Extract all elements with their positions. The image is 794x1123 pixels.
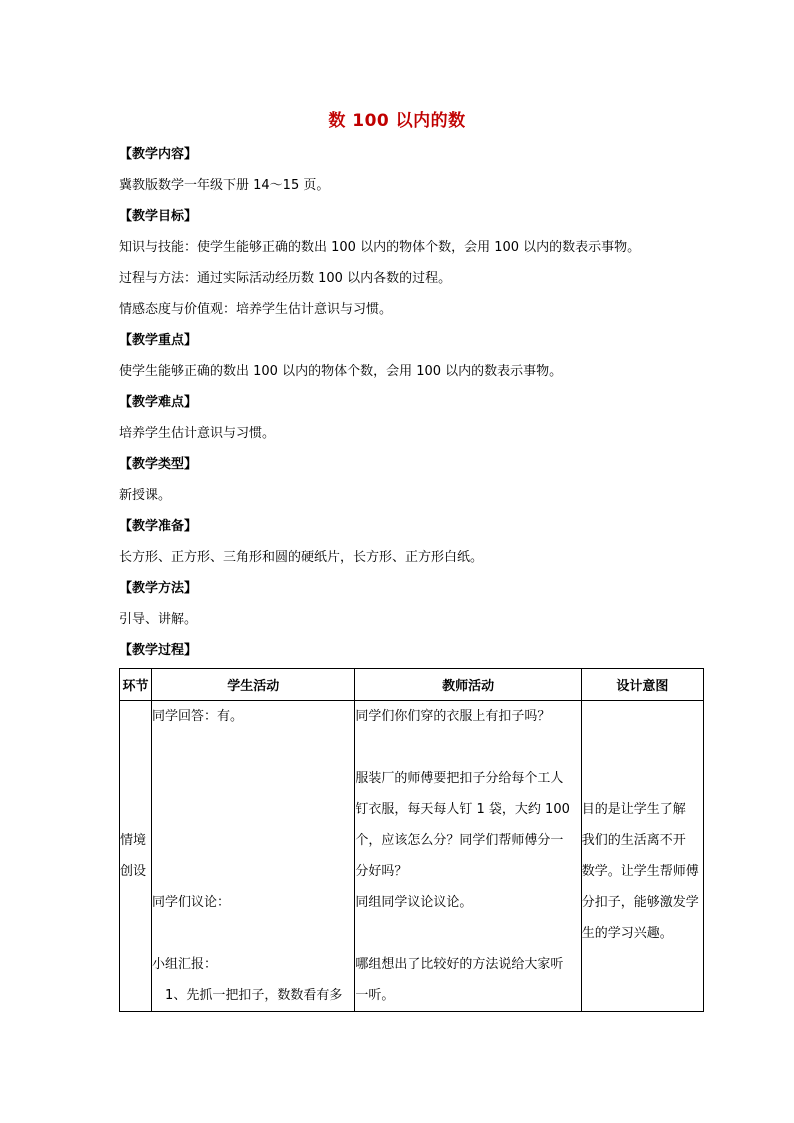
- heading-key-points: 【教学重点】: [119, 333, 198, 348]
- stage-cell: [120, 701, 152, 1012]
- teacher-line: [355, 732, 580, 763]
- design-intent-cell: [581, 701, 703, 1012]
- intent-line: [582, 732, 703, 763]
- intent-line: 目的是让学生了解: [581, 802, 686, 817]
- teacher-line: [355, 918, 580, 949]
- student-line: [152, 856, 354, 887]
- heading-objectives: 【教学目标】: [119, 209, 198, 224]
- process-table: [119, 668, 704, 1012]
- heading-type: 【教学类型】: [119, 457, 198, 472]
- heading-preparation: 【教学准备】: [119, 519, 198, 534]
- student-line: 同学们议论：: [152, 895, 231, 910]
- intent-line: 我们的生活离不开: [581, 833, 686, 848]
- heading-process: 【教学过程】: [119, 643, 198, 658]
- header-design-intent: 设计意图: [581, 669, 703, 701]
- key-points-text: 使学生能够正确的数出 100 以内的物体个数，会用 100 以内的数表示事物。: [119, 364, 563, 379]
- student-line: [152, 763, 354, 794]
- objective-process: 过程与方法：通过实际活动经历数 100 以内各数的过程。: [119, 271, 452, 286]
- type-text: 新授课。: [119, 488, 172, 503]
- intent-line: [582, 763, 703, 794]
- table-row: [120, 701, 704, 1012]
- preparation-text: 长方形、正方形、三角形和圆的硬纸片，长方形、正方形白纸。: [119, 550, 484, 565]
- objective-attitude: 情感态度与价值观：培养学生估计意识与习惯。: [119, 302, 393, 317]
- teacher-line: 一听。: [355, 988, 395, 1003]
- table-header-row: [120, 669, 704, 701]
- page-title: 数 100 以内的数: [328, 111, 466, 131]
- intent-line: [582, 949, 703, 980]
- header-teacher-activity: 教师活动: [355, 669, 581, 701]
- stage-line: 情境: [120, 833, 147, 848]
- teacher-line: 哪组想出了比较好的方法说给大家听: [355, 957, 564, 972]
- method-text: 引导、讲解。: [119, 612, 198, 627]
- student-line: [152, 794, 354, 825]
- student-line: [152, 918, 354, 949]
- header-stage: 环节: [120, 669, 152, 701]
- stage-line: 创设: [120, 864, 147, 879]
- teacher-line: 同组同学议论议论。: [355, 895, 473, 910]
- student-line: [152, 825, 354, 856]
- intent-line: 数学。让学生帮师傅: [581, 864, 699, 879]
- heading-method: 【教学方法】: [119, 581, 198, 596]
- student-line: 小组汇报：: [152, 957, 218, 972]
- student-activity-cell: [152, 701, 355, 1012]
- teacher-line: 分好吗？: [355, 864, 408, 879]
- intent-line: 生的学习兴趣。: [581, 926, 673, 941]
- header-student-activity: 学生活动: [152, 669, 355, 701]
- student-line: [152, 732, 354, 763]
- teacher-line: 同学们你们穿的衣服上有扣子吗？: [355, 709, 551, 724]
- heading-content: 【教学内容】: [119, 147, 198, 162]
- teacher-line: 钉衣服，每天每人钉 1 袋，大约 100: [355, 802, 570, 817]
- intent-line: [582, 980, 703, 1011]
- student-line: 同学回答：有。: [152, 709, 244, 724]
- intent-line: 分扣子，能够激发学: [581, 895, 699, 910]
- heading-difficulties: 【教学难点】: [119, 395, 198, 410]
- difficulties-text: 培养学生估计意识与习惯。: [119, 426, 276, 441]
- teacher-line: 服装厂的师傅要把扣子分给每个工人: [355, 771, 564, 786]
- content-text: 冀教版数学一年级下册 14～15 页。: [119, 178, 330, 193]
- teacher-activity-cell: [355, 701, 581, 1012]
- student-line: 1、先抓一把扣子，数数看有多: [152, 988, 343, 1003]
- objective-knowledge: 知识与技能：使学生能够正确的数出 100 以内的物体个数，会用 100 以内的数表示事物。: [119, 240, 641, 255]
- intent-line: [582, 701, 703, 732]
- teacher-line: 个，应该怎么分？同学们帮师傅分一: [355, 833, 564, 848]
